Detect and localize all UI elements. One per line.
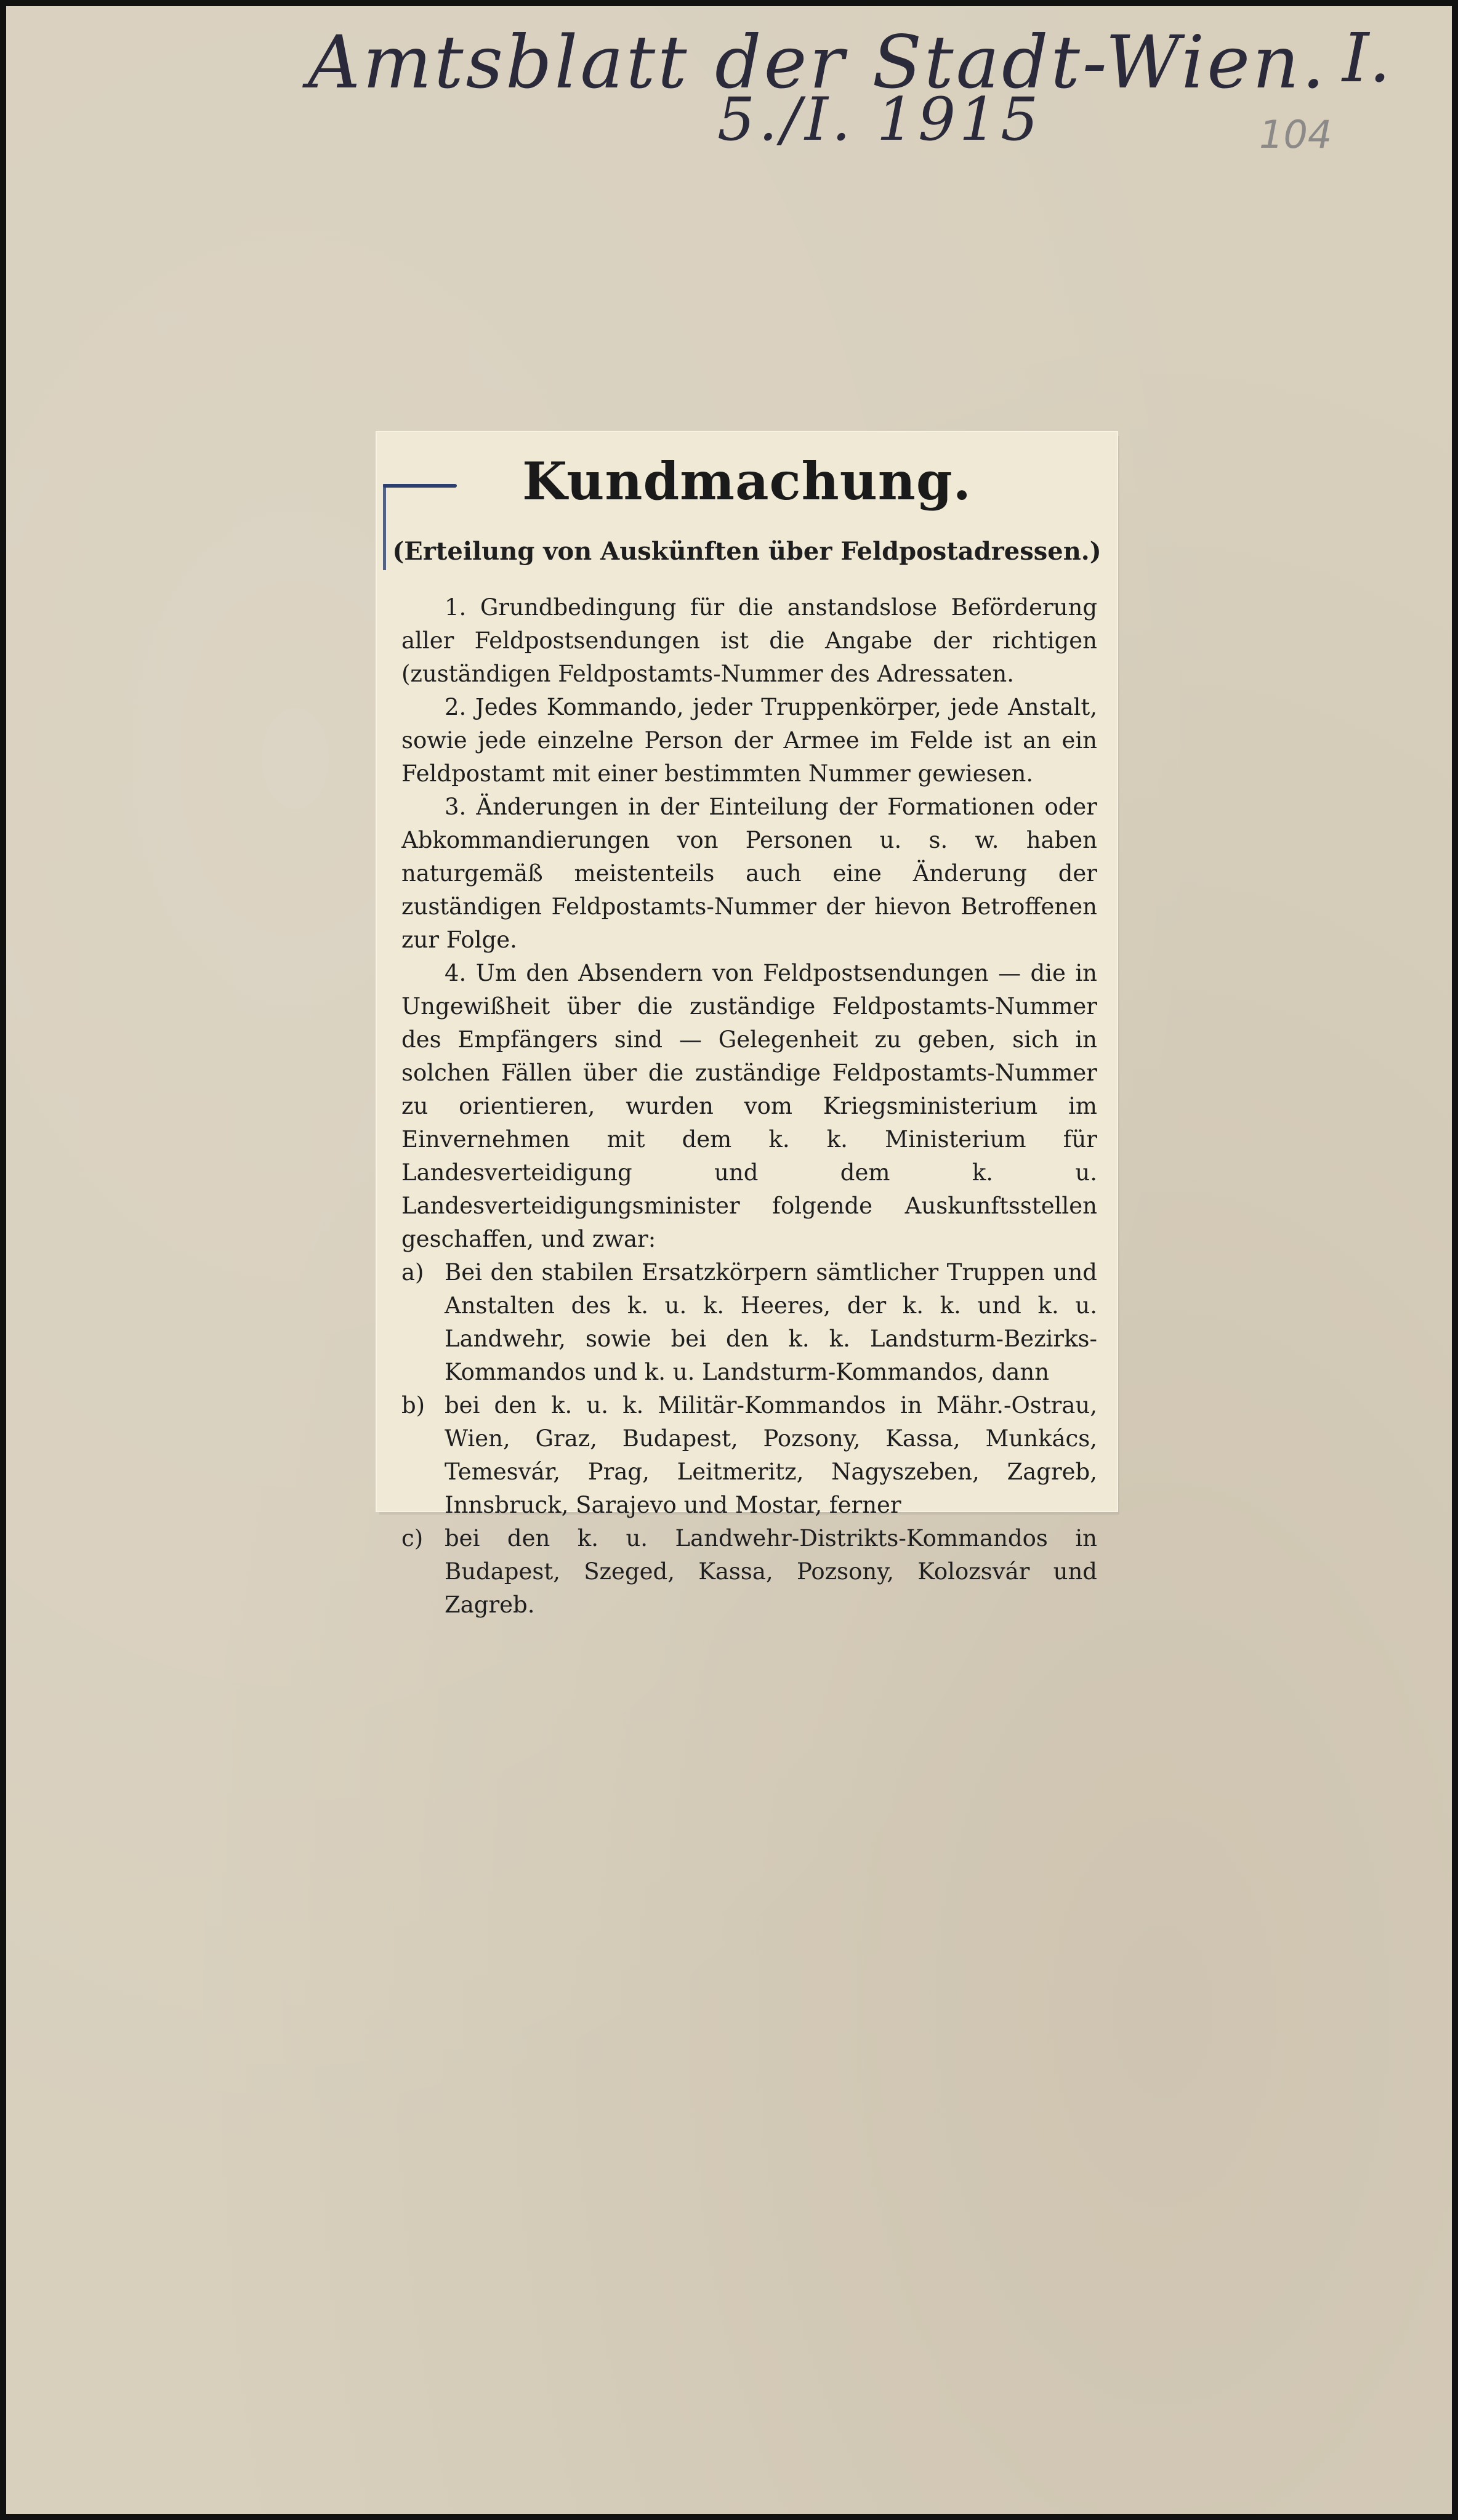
list-marker: b) [401, 1392, 425, 1419]
clipping-headline: Kundmachung. [522, 451, 972, 512]
handwritten-date: 5./I. 1915 [717, 85, 1042, 154]
handwritten-roman-numeral: I. [1342, 18, 1391, 97]
list-item-text: Bei den stabilen Ersatzkörpern sämtlicher Truppen und Anstalten des k. u. k. Heeres, der k. k. und k. u. Landwehr, sowie bei den k. k. Landsturm-Bezirks-Kommandos und k. u. Landsturm-Kommandos, dann [445, 1259, 1097, 1385]
archive-page-number: 104 [1259, 112, 1332, 157]
list-marker: a) [401, 1259, 424, 1286]
blue-pencil-mark [383, 484, 457, 488]
blue-pencil-mark-vertical [383, 484, 386, 570]
paragraph-3: 3. Änderungen in der Einteilung der Formationen oder Abkommandierungen von Personen u. s. w. haben naturgemäß meistenteils auch eine Änderung der zuständigen Feldpostamts-Nummer der hievon Betroffenen zur Folge. [401, 794, 1097, 953]
list-item-c [401, 1522, 1097, 1622]
newspaper-clipping [377, 432, 1117, 1618]
handwritten-title: Amtsblatt der Stadt-Wien. [308, 20, 1327, 105]
archive-sheet [6, 6, 1452, 2514]
office-list [401, 1256, 1097, 1622]
list-item-text: bei den k. u. k. Militär-Kommandos in Mähr.-Ostrau, Wien, Graz, Budapest, Pozsony, Kassa, Munkács, Temesvár, Prag, Leitmeritz, Nagyszeben, Zagreb, Innsbruck, Sarajevo und Mostar, ferner [445, 1392, 1097, 1518]
list-item-text: bei den k. u. Landwehr-Distrikts-Kommandos in Budapest, Szeged, Kassa, Pozsony, Kolozsvár und Zagreb. [445, 1525, 1097, 1618]
clipping-body [401, 591, 1097, 1622]
list-item-b [401, 1389, 1097, 1522]
list-item-a [401, 1256, 1097, 1389]
paragraph-1: 1. Grundbedingung für die anstandslose Beförderung aller Feldpostsendungen ist die Angabe der richtigen (zuständigen Feldpostamts-Nummer des Adressaten. [401, 594, 1097, 687]
paragraph-2: 2. Jedes Kommando, jeder Truppenkörper, jede Anstalt, sowie jede einzelne Person der Armee im Felde ist an ein Feldpostamt mit einer bestimmten Nummer gewiesen. [401, 694, 1097, 787]
list-marker: c) [401, 1525, 424, 1552]
paragraph-4: 4. Um den Absendern von Feldpostsendungen — die in Ungewißheit über die zuständige Feldpostamts-Nummer des Empfängers sind — Gelegenheit zu geben, sich in solchen Fällen über die zuständige Feldpostamts-Nummer zu orientieren, wurden vom Kriegsministerium im Einvernehmen mit dem k. k. Ministerium für Landesverteidigung und dem k. u. Landesverteidigungsminister folgende Auskunftsstellen geschaffen, und zwar: [401, 960, 1097, 1252]
clipping-subheadline: (Erteilung von Auskünften über Feldpostadressen.) [392, 537, 1102, 566]
